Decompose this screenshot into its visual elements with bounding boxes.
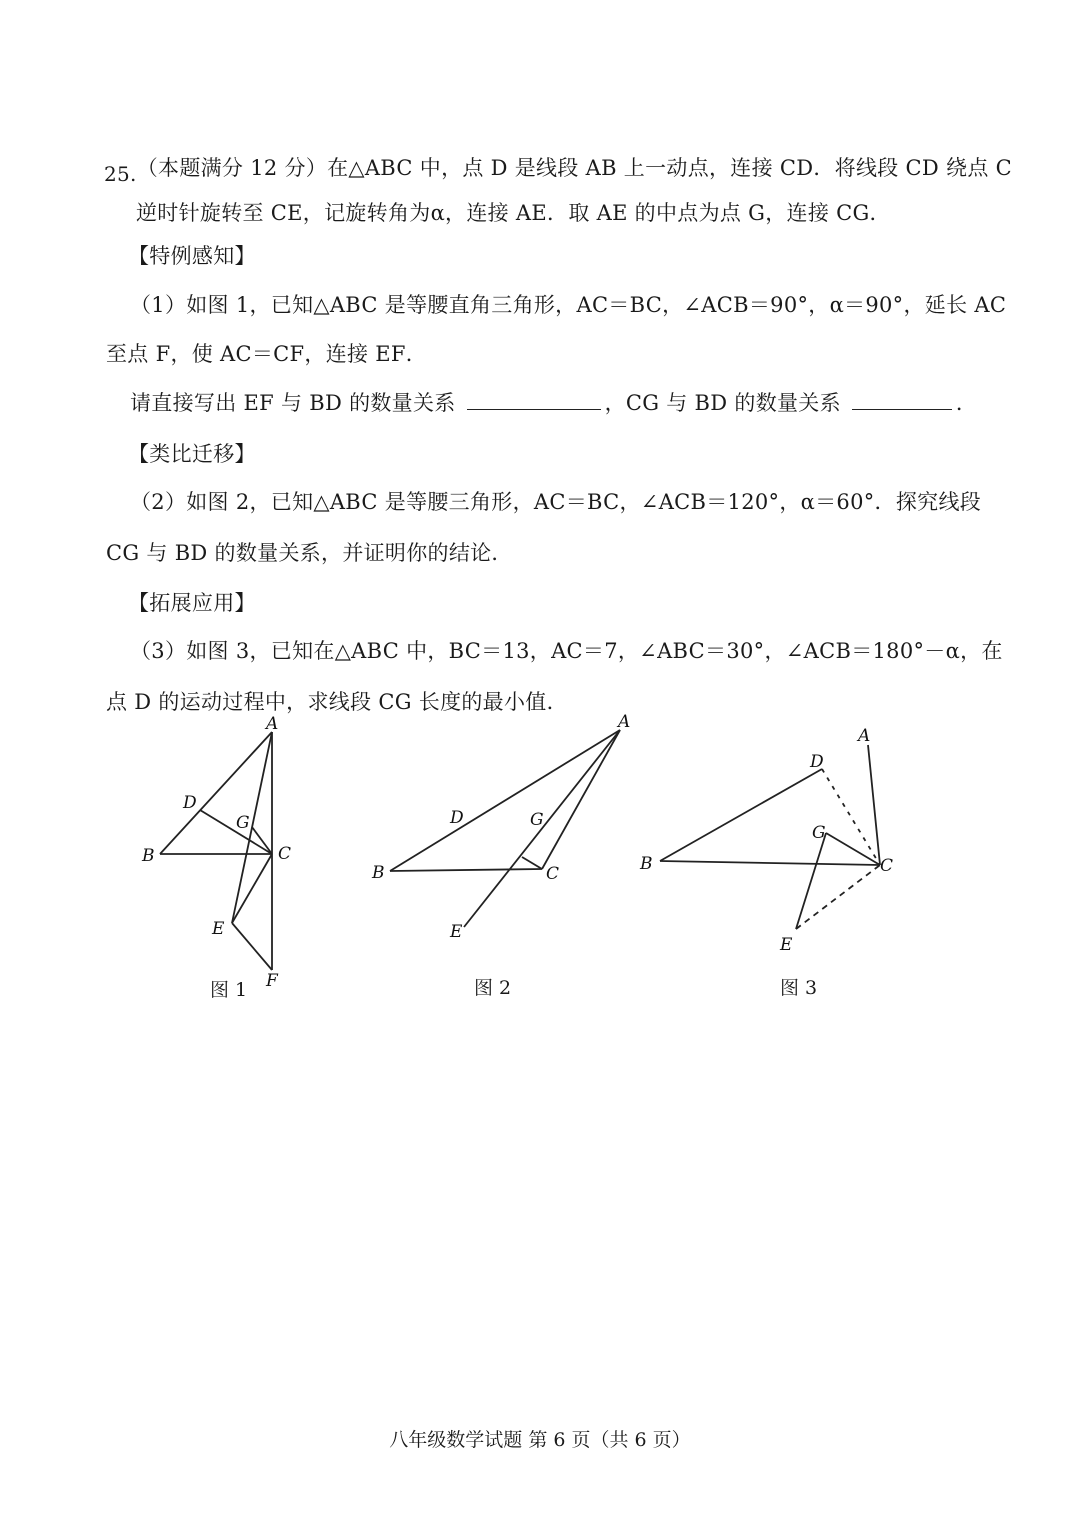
question-line-2: 逆时针旋转至 CE，记旋转角为α，连接 AE．取 AE 的中点为点 G，连接 CG． <box>136 201 891 225</box>
figure-2-caption: 图 2 <box>474 977 512 999</box>
part2-line-2: CG 与 BD 的数量关系，并证明你的结论． <box>106 541 513 565</box>
part1-line-1: （1）如图 1，已知△ABC 是等腰直角三角形，AC＝BC，∠ACB＝90°，α＝90°，延长 AC <box>130 293 1007 317</box>
part1-question-a: 请直接写出 EF 与 BD 的数量关系 <box>130 391 456 415</box>
page-footer: 八年级数学试题 第 6 页（共 6 页） <box>389 1429 691 1451</box>
figure-3-caption: 图 3 <box>780 977 818 999</box>
fig2-label-A: A <box>618 712 631 732</box>
question-line-1 <box>104 152 1012 186</box>
question-number: 25. <box>104 162 137 186</box>
fig1-label-F: F <box>266 971 278 991</box>
part2-line-1: （2）如图 2，已知△ABC 是等腰三角形，AC＝BC，∠ACB＝120°，α＝60°．探究线段 <box>130 490 982 514</box>
fig1-label-D: D <box>183 793 197 813</box>
fig3-label-E: E <box>780 935 793 955</box>
part1-question <box>130 387 977 417</box>
fig2-label-B: B <box>372 863 385 883</box>
fig3-label-A: A <box>858 726 871 746</box>
answer-blank-1[interactable] <box>467 391 601 410</box>
geometry-figures <box>0 705 1080 1035</box>
fig2-label-C: C <box>546 864 560 884</box>
figure-3-diagram <box>639 726 893 955</box>
fig3-label-G: G <box>812 823 826 843</box>
section-heading-analogy: 【类比迁移】 <box>128 442 256 466</box>
fig3-label-B: B <box>640 854 653 874</box>
question-intro: （本题满分 12 分）在△ABC 中，点 D 是线段 AB 上一动点，连接 CD．将线段 CD 绕点 C <box>136 156 1012 180</box>
part3-line-1: （3）如图 3，已知在△ABC 中，BC＝13，AC＝7，∠ABC＝30°，∠ACB＝180°－α，在 <box>130 639 1003 663</box>
figure-1-caption: 图 1 <box>210 979 248 1001</box>
answer-blank-2[interactable] <box>852 391 952 410</box>
fig1-label-A: A <box>266 714 279 734</box>
fig2-label-G: G <box>530 810 544 830</box>
fig1-label-G: G <box>236 813 250 833</box>
fig1-label-C: C <box>278 844 292 864</box>
fig2-label-E: E <box>450 922 463 942</box>
section-heading-extension: 【拓展应用】 <box>128 591 256 615</box>
fig1-label-E: E <box>212 919 225 939</box>
fig1-label-B: B <box>142 846 155 866</box>
figure-2-diagram <box>371 712 630 942</box>
part3-line-2: 点 D 的运动过程中，求线段 CG 长度的最小值． <box>106 690 568 714</box>
fig2-label-D: D <box>450 808 464 828</box>
section-heading-special-case: 【特例感知】 <box>128 244 256 268</box>
part1-question-b: ，CG 与 BD 的数量关系 <box>604 391 841 415</box>
fig3-label-D: D <box>810 752 824 772</box>
part1-line-2: 至点 F，使 AC＝CF，连接 EF． <box>106 342 428 366</box>
fig3-label-C: C <box>880 856 894 876</box>
figure-1-diagram <box>141 714 291 991</box>
part1-question-end: ． <box>955 391 978 415</box>
